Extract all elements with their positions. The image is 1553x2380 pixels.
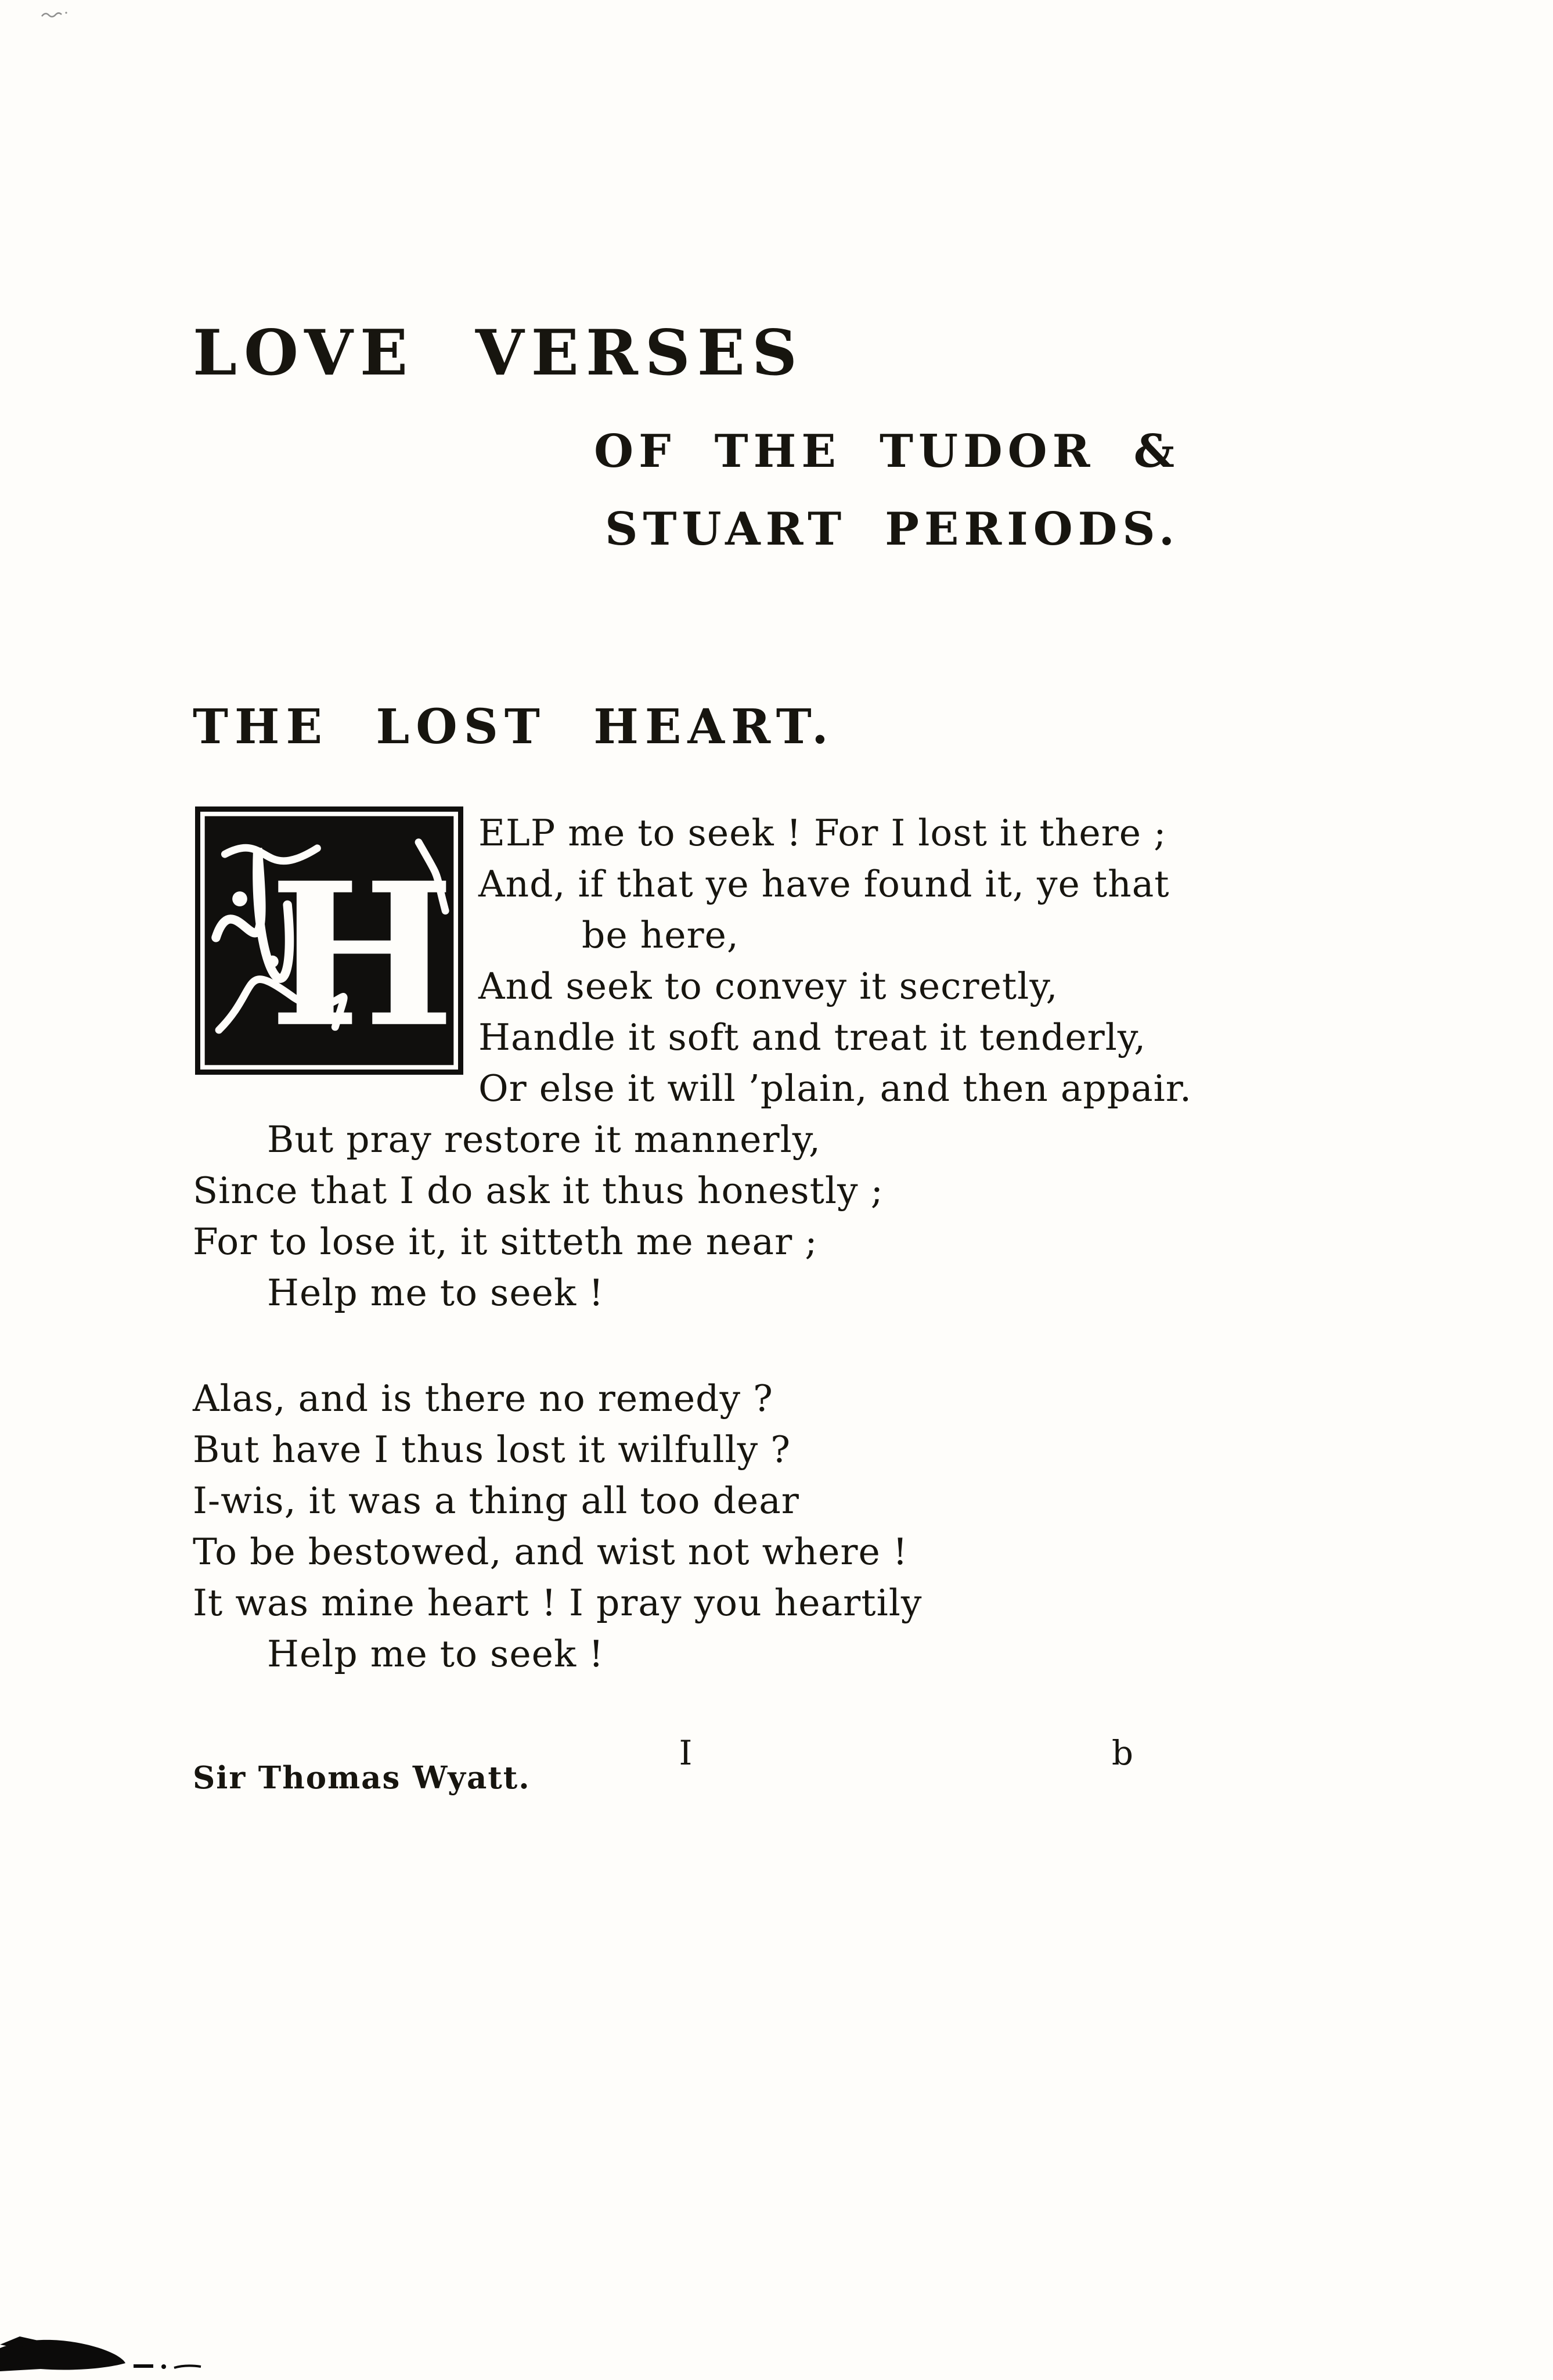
poem-line: And, if that ye have found it, ye that xyxy=(478,863,1170,906)
poem-line: Handle it soft and treat it tenderly, xyxy=(478,1016,1147,1059)
drop-cap-letter: H xyxy=(269,839,455,1071)
poem-title: THE LOST HEART. xyxy=(193,698,835,755)
drop-cap xyxy=(193,806,466,1075)
poem-line: ELP me to seek ! For I lost it there ; xyxy=(478,812,1167,855)
page-footer xyxy=(193,1733,1180,1773)
poem-line: Or else it will ’plain, and then appair. xyxy=(478,1067,1192,1110)
stanza-1-rest xyxy=(193,1114,1180,1319)
drop-cap-ornament xyxy=(193,806,466,1075)
page-number: I xyxy=(679,1733,694,1773)
page-content xyxy=(193,316,1192,1796)
book-subtitle-line-2: STUART PERIODS. xyxy=(605,502,1180,556)
poem-line: But have I thus lost it wilfully ? xyxy=(193,1428,791,1471)
book-title: LOVE VERSES xyxy=(193,316,805,390)
poem-line: Help me to seek ! xyxy=(267,1272,604,1315)
poem-line: For to lose it, it sitteth me near ; xyxy=(193,1220,818,1263)
poem-line: And seek to convey it secretly, xyxy=(478,965,1058,1008)
book-title-block xyxy=(193,318,1180,568)
poem-line: But pray restore it mannerly, xyxy=(267,1118,821,1161)
poem-line: be here, xyxy=(582,914,739,957)
poem-line: Alas, and is there no remedy ? xyxy=(193,1377,773,1420)
poem-opening-block xyxy=(193,806,1192,1114)
book-subtitle xyxy=(193,413,1180,568)
book-subtitle-line-1: OF THE TUDOR & xyxy=(594,424,1180,478)
ink-smudge-top xyxy=(41,8,75,21)
poem-line: It was mine heart ! I pray you heartily xyxy=(193,1582,923,1625)
ink-smudge-bottom xyxy=(0,2333,250,2378)
stanza-1-wrapped-lines xyxy=(478,806,1192,1114)
poem-line: Since that I do ask it thus honestly ; xyxy=(193,1169,884,1212)
signature-mark: b xyxy=(1111,1733,1133,1773)
poem-section xyxy=(193,698,1192,1796)
attribution: Sir Thomas Wyatt. xyxy=(193,1760,531,1796)
poem-line: To be bestowed, and wist not where ! xyxy=(193,1531,909,1574)
stanza-2 xyxy=(193,1373,1180,1680)
poem-line: I-wis, it was a thing all too dear xyxy=(193,1479,799,1522)
poem-line: Help me to seek ! xyxy=(267,1633,604,1676)
